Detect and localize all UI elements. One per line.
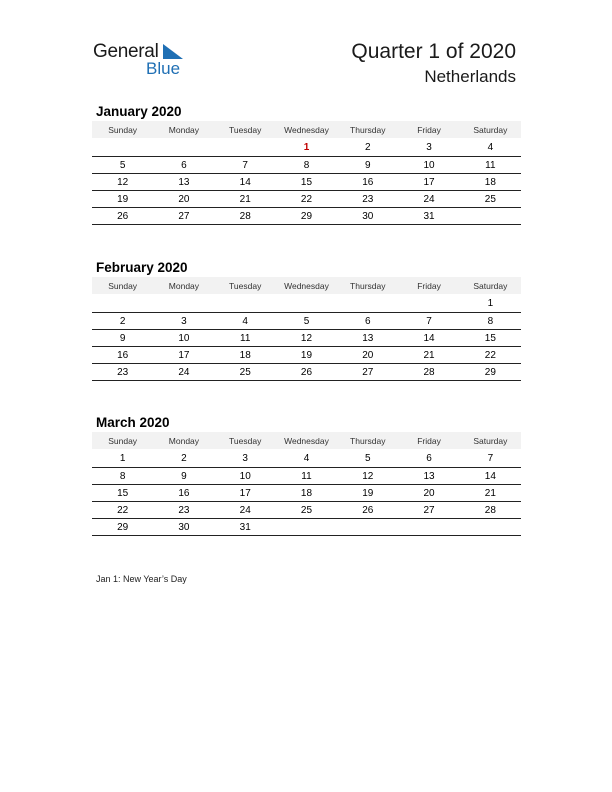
- day-cell: 9: [153, 468, 214, 485]
- day-cell: 3: [398, 138, 459, 157]
- month-block: [92, 102, 521, 225]
- day-cell: 27: [398, 502, 459, 519]
- day-cell: [153, 138, 214, 157]
- week-row: [92, 330, 521, 347]
- day-cell: [92, 138, 153, 157]
- day-cell: 24: [215, 502, 276, 519]
- day-cell: 2: [92, 313, 153, 330]
- day-cell: 11: [460, 157, 521, 174]
- day-cell: 3: [153, 313, 214, 330]
- week-row: [92, 157, 521, 174]
- day-cell: 30: [337, 208, 398, 225]
- day-cell: 2: [337, 138, 398, 157]
- month-block: [92, 413, 521, 536]
- day-cell: [276, 519, 337, 536]
- day-cell: 4: [215, 313, 276, 330]
- day-cell: 21: [460, 485, 521, 502]
- day-cell: 29: [460, 364, 521, 381]
- day-cell: 23: [153, 502, 214, 519]
- day-cell: 7: [460, 449, 521, 468]
- generalblue-logo: [93, 40, 193, 80]
- day-cell: [92, 294, 153, 313]
- day-cell: 22: [276, 191, 337, 208]
- week-row: [92, 364, 521, 381]
- week-row: [92, 138, 521, 157]
- month-title: January 2020: [96, 104, 182, 119]
- day-cell: [337, 294, 398, 313]
- day-cell: 19: [276, 347, 337, 364]
- holiday-note: Jan 1: New Year’s Day: [96, 574, 187, 584]
- logo-text-blue: Blue: [146, 59, 181, 78]
- weekday-header: Thursday: [337, 432, 398, 449]
- day-cell: 2: [153, 449, 214, 468]
- day-cell: 14: [215, 174, 276, 191]
- day-cell: [276, 294, 337, 313]
- day-cell: [215, 138, 276, 157]
- week-row: [92, 449, 521, 468]
- weekday-header: Sunday: [92, 432, 153, 449]
- logo-text-general: General: [93, 41, 159, 62]
- weekday-header: Tuesday: [215, 121, 276, 138]
- day-cell: 10: [153, 330, 214, 347]
- day-cell: 29: [92, 519, 153, 536]
- weekday-header: Sunday: [92, 277, 153, 294]
- weekday-header: Tuesday: [215, 432, 276, 449]
- week-row: [92, 485, 521, 502]
- weekday-header: Saturday: [460, 121, 521, 138]
- weekday-header: Wednesday: [276, 432, 337, 449]
- day-cell: 28: [460, 502, 521, 519]
- day-cell: 17: [153, 347, 214, 364]
- day-cell: 20: [337, 347, 398, 364]
- weekday-header-row: [92, 277, 521, 294]
- day-cell: 11: [215, 330, 276, 347]
- day-cell: 10: [215, 468, 276, 485]
- day-cell: 27: [153, 208, 214, 225]
- day-cell: 7: [215, 157, 276, 174]
- day-cell: 6: [398, 449, 459, 468]
- day-cell: 25: [276, 502, 337, 519]
- weekday-header: Friday: [398, 432, 459, 449]
- week-row: [92, 347, 521, 364]
- day-cell: 16: [92, 347, 153, 364]
- week-row: [92, 519, 521, 536]
- day-cell: 12: [337, 468, 398, 485]
- day-cell: 15: [460, 330, 521, 347]
- day-cell: 6: [337, 313, 398, 330]
- day-cell: 13: [337, 330, 398, 347]
- day-cell: 13: [398, 468, 459, 485]
- day-cell: 10: [398, 157, 459, 174]
- day-cell: 14: [398, 330, 459, 347]
- day-cell: 11: [276, 468, 337, 485]
- day-cell: 13: [153, 174, 214, 191]
- day-cell: 4: [276, 449, 337, 468]
- month-title: February 2020: [96, 260, 188, 275]
- day-cell: 18: [276, 485, 337, 502]
- quarter-title: Quarter 1 of 2020: [351, 40, 516, 63]
- day-cell: 6: [153, 157, 214, 174]
- day-cell: 16: [337, 174, 398, 191]
- weekday-header: Saturday: [460, 432, 521, 449]
- day-cell: 12: [276, 330, 337, 347]
- day-cell: 12: [92, 174, 153, 191]
- week-row: [92, 313, 521, 330]
- day-cell: 20: [398, 485, 459, 502]
- weekday-header: Sunday: [92, 121, 153, 138]
- day-cell: 9: [92, 330, 153, 347]
- day-cell: [398, 294, 459, 313]
- day-cell: 28: [398, 364, 459, 381]
- month-calendar-table: [92, 432, 521, 536]
- month-title: March 2020: [96, 415, 170, 430]
- holiday-day-cell: 1: [276, 138, 337, 157]
- day-cell: [460, 519, 521, 536]
- week-row: [92, 174, 521, 191]
- weekday-header: Monday: [153, 432, 214, 449]
- day-cell: 18: [460, 174, 521, 191]
- day-cell: 16: [153, 485, 214, 502]
- day-cell: 9: [337, 157, 398, 174]
- month-calendar-table: [92, 277, 521, 381]
- day-cell: 20: [153, 191, 214, 208]
- day-cell: 5: [337, 449, 398, 468]
- month-calendar-table: [92, 121, 521, 225]
- country-name: Netherlands: [424, 67, 516, 86]
- week-row: [92, 191, 521, 208]
- day-cell: 8: [276, 157, 337, 174]
- day-cell: 24: [398, 191, 459, 208]
- logo-triangle-icon: [161, 44, 183, 60]
- day-cell: 31: [215, 519, 276, 536]
- weekday-header-row: [92, 432, 521, 449]
- day-cell: [460, 208, 521, 225]
- week-row: [92, 208, 521, 225]
- weekday-header: Monday: [153, 277, 214, 294]
- weekday-header: Monday: [153, 121, 214, 138]
- day-cell: 18: [215, 347, 276, 364]
- day-cell: 1: [92, 449, 153, 468]
- day-cell: [153, 294, 214, 313]
- day-cell: 23: [92, 364, 153, 381]
- day-cell: 29: [276, 208, 337, 225]
- day-cell: 17: [215, 485, 276, 502]
- day-cell: 8: [92, 468, 153, 485]
- day-cell: 17: [398, 174, 459, 191]
- weekday-header: Friday: [398, 121, 459, 138]
- weekday-header: Friday: [398, 277, 459, 294]
- day-cell: 26: [92, 208, 153, 225]
- week-row: [92, 468, 521, 485]
- day-cell: 5: [92, 157, 153, 174]
- day-cell: 24: [153, 364, 214, 381]
- day-cell: 31: [398, 208, 459, 225]
- day-cell: 26: [337, 502, 398, 519]
- day-cell: 19: [92, 191, 153, 208]
- day-cell: 21: [398, 347, 459, 364]
- day-cell: 5: [276, 313, 337, 330]
- day-cell: [337, 519, 398, 536]
- day-cell: [398, 519, 459, 536]
- day-cell: 25: [460, 191, 521, 208]
- weekday-header: Wednesday: [276, 121, 337, 138]
- day-cell: 7: [398, 313, 459, 330]
- weekday-header: Tuesday: [215, 277, 276, 294]
- day-cell: 19: [337, 485, 398, 502]
- day-cell: 4: [460, 138, 521, 157]
- day-cell: 26: [276, 364, 337, 381]
- day-cell: 15: [92, 485, 153, 502]
- day-cell: [215, 294, 276, 313]
- day-cell: 30: [153, 519, 214, 536]
- day-cell: 27: [337, 364, 398, 381]
- week-row: [92, 294, 521, 313]
- day-cell: 3: [215, 449, 276, 468]
- day-cell: 25: [215, 364, 276, 381]
- week-row: [92, 502, 521, 519]
- weekday-header: Thursday: [337, 121, 398, 138]
- day-cell: 28: [215, 208, 276, 225]
- month-block: [92, 258, 521, 381]
- day-cell: 22: [92, 502, 153, 519]
- day-cell: 22: [460, 347, 521, 364]
- day-cell: 8: [460, 313, 521, 330]
- weekday-header: Thursday: [337, 277, 398, 294]
- day-cell: 21: [215, 191, 276, 208]
- weekday-header: Wednesday: [276, 277, 337, 294]
- day-cell: 1: [460, 294, 521, 313]
- day-cell: 14: [460, 468, 521, 485]
- day-cell: 23: [337, 191, 398, 208]
- weekday-header-row: [92, 121, 521, 138]
- weekday-header: Saturday: [460, 277, 521, 294]
- day-cell: 15: [276, 174, 337, 191]
